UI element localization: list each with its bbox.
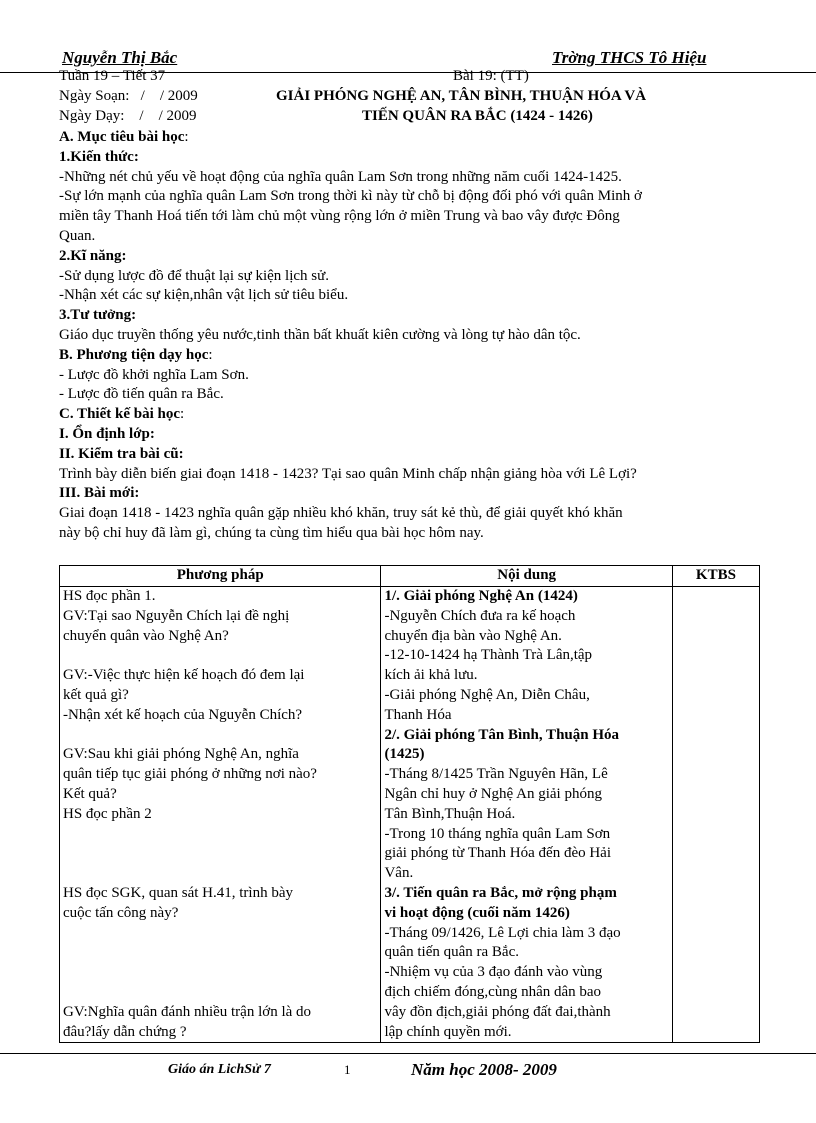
header-method: Phương pháp [60, 566, 381, 587]
method-line: GV:Sau khi giải phóng Nghệ An, nghĩa [63, 746, 299, 763]
footer-subject: Giáo án LichSử 7 [168, 1062, 271, 1077]
section-a-colon: : [184, 129, 189, 145]
lesson-title-line-1: GIẢI PHÓNG NGHỆ AN, TÂN BÌNH, THUẬN HÓA VÀ [276, 88, 647, 104]
method-line [63, 983, 377, 1003]
method-line [63, 943, 377, 963]
lesson-plan-table [59, 565, 760, 1043]
method-line: HS đọc phần 2 [63, 805, 152, 822]
step-iii-heading: III. Bài mới: [59, 485, 140, 502]
header-content: Nội dung [381, 566, 672, 587]
content-line: 3/. Tiến quân ra Bắc, mở rộng phạm [384, 884, 617, 901]
author-name: Nguyễn Thị Bắc [62, 48, 178, 67]
skills-item-2: -Nhận xét các sự kiện,nhân vật lịch sử tiêu biểu. [59, 287, 349, 304]
method-line: chuyển quân vào Nghệ An? [63, 627, 229, 644]
thought-item-1: Giáo dục truyền thống yêu nước,tinh thần bất khuất kiên cường và lòng tự hào dân tộc. [59, 326, 581, 343]
lesson-title-line-2: TIẾN QUÂN RA BẮC (1424 - 1426) [362, 108, 593, 124]
method-line: quân tiếp tục giải phóng ở những nơi nào? [63, 766, 317, 783]
teach-date: Ngày Dạy: / / 2009 [59, 108, 197, 124]
content-line: kích ải khả lưu. [384, 667, 478, 684]
method-line [63, 646, 377, 666]
content-line: -Giải phóng Nghệ An, Diễn Châu, [384, 686, 590, 703]
method-line: GV:-Việc thực hiện kế hoạch đó đem lại [63, 667, 305, 684]
lesson-body [59, 128, 759, 544]
content-cell [381, 587, 672, 1043]
table-header-row [60, 566, 760, 587]
section-c-colon: : [180, 406, 185, 423]
content-line: (1425) [384, 746, 425, 763]
method-line [63, 726, 377, 746]
footer-school-year: Năm học 2008- 2009 [411, 1060, 557, 1079]
method-line: Kết quả? [63, 785, 117, 802]
step-ii-question: Trình bày diễn biến giai đoạn 1418 - 1423? Tại sao quân Minh chấp nhận giảng hòa với Lê Lợi? [59, 465, 637, 482]
section-c-heading [59, 405, 759, 425]
method-line [63, 963, 377, 983]
section-b-heading [59, 346, 759, 366]
method-line: đâu?lấy dẫn chứng ? [63, 1023, 187, 1040]
method-line: GV:Tại sao Nguyễn Chích lại đề nghị [63, 607, 290, 624]
footer-rule [0, 1053, 816, 1054]
content-line: -Tháng 8/1425 Trần Nguyên Hãn, Lê [384, 766, 608, 783]
knowledge-heading: 1.Kiến thức: [59, 148, 139, 165]
method-line: GV:Nghĩa quân đánh nhiều trận lớn là do [63, 1003, 312, 1020]
lesson-number: Bài 19: (TT) [453, 68, 529, 84]
section-a-heading [59, 128, 759, 148]
method-line: -Nhận xét kế hoạch của Nguyễn Chích? [63, 706, 303, 723]
school-name: Trờng THCS Tô Hiệu [552, 48, 707, 67]
content-line: Ngân chỉ huy ở Nghệ An giải phóng [384, 785, 602, 802]
knowledge-item-1: -Những nét chủ yếu về hoạt động của nghĩa quân Lam Sơn trong những năm cuối 1424-1425. [59, 168, 622, 185]
content-line: địch chiếm đóng,cùng nhân dân bao [384, 983, 602, 1000]
content-line: Tân Bình,Thuận Hoá. [384, 805, 516, 822]
section-b-colon: : [208, 346, 213, 363]
section-c-title: C. Thiết kế bài học [59, 406, 180, 423]
content-line: giải phóng từ Thanh Hóa đến đèo Hải [384, 845, 612, 862]
content-line: chuyển địa bàn vào Nghệ An. [384, 627, 562, 644]
knowledge-item-2c: Quan. [59, 227, 96, 244]
content-line: vây đồn địch,giải phóng đất đai,thành [384, 1003, 611, 1020]
method-line [63, 864, 377, 884]
content-line: -Trong 10 tháng nghĩa quân Lam Sơn [384, 825, 611, 842]
step-iii-intro-b: này bộ chỉ huy đã làm gì, chúng ta cùng tìm hiểu qua bài học hôm nay. [59, 524, 484, 541]
method-line: kết quả gì? [63, 686, 129, 703]
method-line: HS đọc phần 1. [63, 588, 156, 604]
section-a-title: A. Mục tiêu bài học [59, 129, 185, 145]
content-line: quân tiến quân ra Bắc. [384, 944, 519, 961]
prep-date: Ngày Soạn: / / 2009 [59, 88, 198, 104]
skills-heading: 2.Kĩ năng: [59, 247, 127, 264]
method-line [63, 924, 377, 944]
step-iii-intro-a: Giai đoạn 1418 - 1423 nghĩa quân gặp nhiều khó khăn, truy sát kẻ thù, để giải quyết khó khăn [59, 505, 623, 522]
method-line: HS đọc SGK, quan sát H.41, trình bày [63, 884, 293, 901]
content-line: Vân. [384, 865, 414, 882]
knowledge-item-2a: -Sự lớn mạnh của nghĩa quân Lam Sơn trong thời kì này từ chỗ bị động đối phó với quân Minh ở [59, 188, 642, 205]
section-b-item-1: - Lược đồ khởi nghĩa Lam Sơn. [59, 366, 249, 383]
step-ii-heading: II. Kiểm tra bài cũ: [59, 445, 184, 462]
week-label: Tuần 19 – Tiết 37 [59, 68, 166, 84]
content-line: -Nguyễn Chích đưa ra kế hoạch [384, 607, 576, 624]
table-row [60, 587, 760, 1043]
page-number: 1 [344, 1062, 351, 1077]
content-line: -Nhiệm vụ của 3 đạo đánh vào vùng [384, 964, 603, 981]
knowledge-item-2b: miền tây Thanh Hoá tiến tới làm chủ một vùng rộng lớn ở miền Trung và bao vây được Đông [59, 208, 620, 225]
ktbs-cell [672, 587, 759, 1043]
method-cell [60, 587, 381, 1043]
content-line: vi hoạt động (cuối năm 1426) [384, 904, 570, 921]
content-line: 2/. Giải phóng Tân Bình, Thuận Hóa [384, 726, 620, 743]
section-b-title: B. Phương tiện dạy học [59, 346, 209, 363]
step-i-heading: I. Ổn định lớp: [59, 425, 155, 442]
content-line: Thanh Hóa [384, 706, 452, 723]
skills-item-1: -Sử dụng lược đồ để thuật lại sự kiện lịch sử. [59, 267, 329, 284]
thought-heading: 3.Tư tưởng: [59, 307, 137, 324]
content-line: 1/. Giải phóng Nghệ An (1424) [384, 588, 578, 604]
method-line: cuộc tấn công này? [63, 904, 179, 921]
content-line: -12-10-1424 hạ Thành Trà Lân,tập [384, 647, 593, 664]
method-line [63, 844, 377, 864]
content-line: -Tháng 09/1426, Lê Lợi chia làm 3 đạo [384, 924, 621, 941]
section-b-item-2: - Lược đồ tiến quân ra Bắc. [59, 386, 224, 403]
method-line [63, 825, 377, 845]
content-line: lập chính quyền mới. [384, 1023, 512, 1040]
header-ktbs: KTBS [672, 566, 759, 587]
